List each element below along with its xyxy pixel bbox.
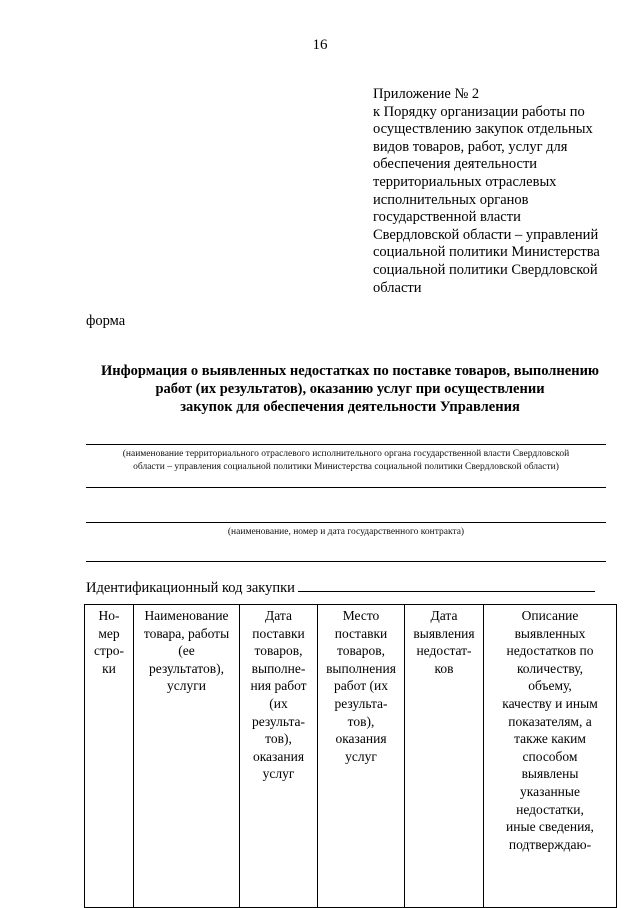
- column-header-item-name: Наименование товара, работы (ее результатов), услуги: [134, 605, 240, 908]
- caption-line: области – управления социальной политики Министерства социальной политики Свердловской области): [133, 462, 559, 472]
- purchase-code-row: [86, 577, 595, 597]
- appendix-line: территориальных отраслевых: [373, 173, 557, 190]
- appendix-line: обеспечения деятельности: [373, 156, 538, 173]
- organ-name-line: [86, 444, 606, 445]
- appendix-line: видов товаров, работ, услуг для: [373, 138, 568, 155]
- column-header-defect-description: Описание выявленных недостатков по количеству, объему, качеству и иным показателям, а также каким способом выявлены указанные недостатки, иные сведения, подтверждаю-: [484, 605, 617, 908]
- contract-caption: (наименование, номер и дата государственного контракта): [227, 527, 465, 537]
- contract-line-2: [86, 561, 606, 562]
- organ-name-caption: [86, 448, 606, 474]
- appendix-line: Свердловской области – управлений: [373, 226, 599, 243]
- title-line: работ (их результатов), оказанию услуг при осуществлении: [155, 381, 545, 397]
- title-line: закупок для обеспечения деятельности Управления: [180, 399, 520, 415]
- column-header-row-number: Но- мер стро- ки: [85, 605, 134, 908]
- contract-line: [86, 522, 606, 523]
- appendix-line: к Порядку организации работы по: [373, 103, 585, 120]
- appendix-line: исполнительных органов: [373, 191, 529, 208]
- appendix-line: области: [373, 279, 422, 296]
- appendix-line: осуществлению закупок отдельных: [373, 121, 593, 138]
- column-header-detection-date: Дата выявления недостат- ков: [405, 605, 484, 908]
- column-header-delivery-place: Место поставки товаров, выполнения работ (их результа- тов), оказания услуг: [318, 605, 405, 908]
- caption-line: (наименование территориального отраслевого исполнительного органа государственной власти Свердловской: [122, 449, 570, 459]
- document-title: [80, 362, 620, 416]
- appendix-line: Приложение № 2: [373, 86, 480, 102]
- purchase-code-label: Идентификационный код закупки: [86, 580, 295, 596]
- table-header-row: [85, 605, 617, 908]
- form-label: форма: [86, 313, 126, 329]
- purchase-code-field: [298, 577, 595, 592]
- appendix-note: [373, 86, 633, 297]
- title-line: Информация о выявленных недостатках по поставке товаров, выполнению: [100, 363, 600, 379]
- appendix-line: социальной политики Министерства: [373, 244, 600, 261]
- appendix-line: государственной власти: [373, 209, 521, 226]
- defects-table: [84, 604, 617, 908]
- page-number: 16: [312, 37, 328, 53]
- appendix-line: социальной политики Свердловской: [373, 261, 598, 278]
- organ-name-line-2: [86, 487, 606, 488]
- column-header-delivery-date: Дата поставки товаров, выполне- ния работ (их результа- тов), оказания услуг: [240, 605, 318, 908]
